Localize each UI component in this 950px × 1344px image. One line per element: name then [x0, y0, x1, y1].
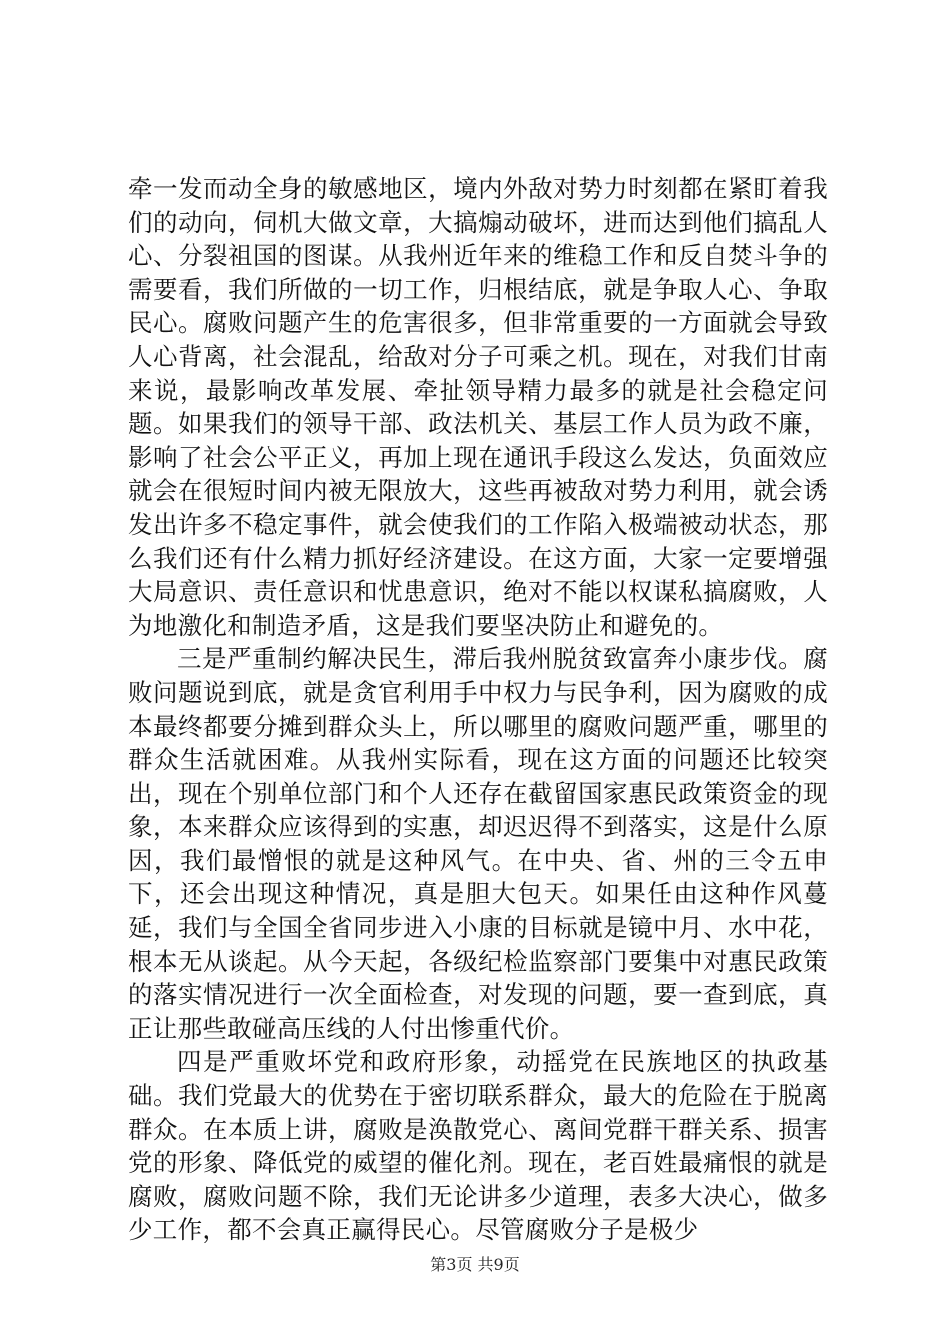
body-text	[128, 172, 828, 1247]
paragraph-3: 四是严重败坏党和政府形象，动摇党在民族地区的执政基础。我们党最大的优势在于密切联系群众，最大的危险在于脱离群众。在本质上讲，腐败是涣散党心、离间党群干群关系、损害党的形象、降低党的威望的催化剂。现在，老百姓最痛恨的就是腐败，腐败问题不除，我们无论讲多少道理，表多大决心，做多少工作，都不会真正赢得民心。尽管腐败分子是极少	[128, 1047, 828, 1245]
page-number-footer: 第3页 共9页	[430, 1255, 520, 1274]
paragraph-2: 三是严重制约解决民生，滞后我州脱贫致富奔小康步伐。腐败问题说到底，就是贪官利用手中权力与民争利，因为腐败的成本最终都要分摊到群众头上，所以哪里的腐败问题严重，哪里的群众生活就困难。从我州实际看，现在这方面的问题还比较突出，现在个别单位部门和个人还存在截留国家惠民政策资金的现象，本来群众应该得到的实惠，却迟迟得不到落实，这是什么原因，我们最憎恨的就是这种风气。在中央、省、州的三令五申下，还会出现这种情况，真是胆大包天。如果任由这种作风蔓延，我们与全国全省同步进入小康的目标就是镜中月、水中花，根本无从谈起。从今天起，各级纪检监察部门要集中对惠民政策的落实情况进行一次全面检查，对发现的问题，要一查到底，真正让那些敢碰高压线的人付出惨重代价。	[128, 644, 828, 1043]
paragraph-1: 牵一发而动全身的敏感地区，境内外敌对势力时刻都在紧盯着我们的动向，伺机大做文章，大搞煽动破坏，进而达到他们搞乱人心、分裂祖国的图谋。从我州近年来的维稳工作和反自焚斗争的需要看，我们所做的一切工作，归根结底，就是争取人心、争取民心。腐败问题产生的危害很多，但非常重要的一方面就会导致人心背离，社会混乱，给敌对分子可乘之机。现在，对我们甘南来说，最影响改革发展、牵扯领导精力最多的就是社会稳定问题。如果我们的领导干部、政法机关、基层工作人员为政不廉，影响了社会公平正义，再加上现在通讯手段这么发达，负面效应就会在很短时间内被无限放大，这些再被敌对势力利用，就会诱发出许多不稳定事件，就会使我们的工作陷入极端被动状态，那么我们还有什么精力抓好经济建设。在这方面，大家一定要增强大局意识、责任意识和忧患意识，绝对不能以权谋私搞腐败，人为地激化和制造矛盾，这是我们要坚决防止和避免的。	[128, 174, 828, 640]
